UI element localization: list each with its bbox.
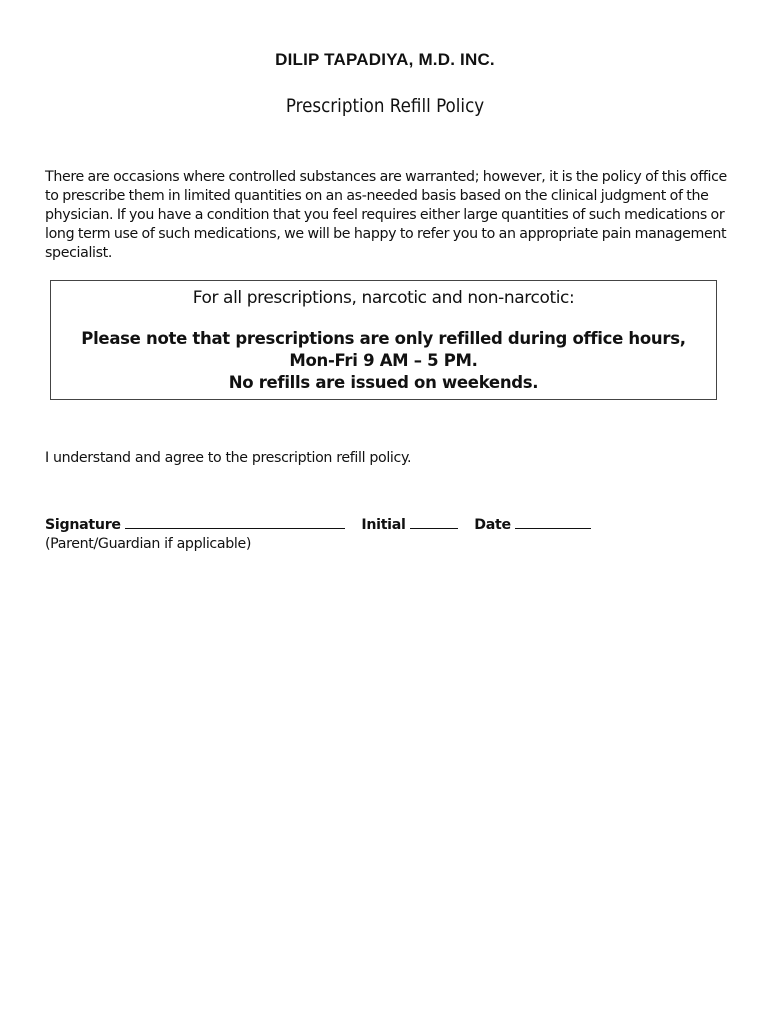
date-label: Date <box>474 517 511 533</box>
signature-line[interactable] <box>125 514 345 529</box>
notice-weekend-text: No refills are issued on weekends. <box>228 373 539 392</box>
signature-field[interactable] <box>45 514 345 533</box>
initial-label: Initial <box>361 517 406 533</box>
notice-heading: For all prescriptions, narcotic and non-narcotic: <box>192 288 575 308</box>
document-title: Prescription Refill Policy <box>285 95 485 117</box>
date-line[interactable] <box>515 514 591 529</box>
initial-field[interactable] <box>361 514 457 533</box>
agreement-statement: I understand and agree to the prescription refill policy. <box>45 450 412 466</box>
notice-hours-text: Please note that prescriptions are only refilled during office hours, Mon-Fri 9 AM – 5 PM. <box>81 329 686 370</box>
signature-label: Signature <box>45 517 121 533</box>
notice-box <box>50 280 717 400</box>
date-field[interactable] <box>474 514 591 533</box>
signature-row <box>45 514 591 533</box>
practice-name: DILIP TAPADIYA, M.D. INC. <box>275 50 495 69</box>
guardian-note: (Parent/Guardian if applicable) <box>45 536 252 552</box>
intro-paragraph: There are occasions where controlled substances are warranted; however, it is the policy of this office to prescribe them in limited quantities on an as-needed basis based on the clinical judgment of the physician. If you have a condition that you feel requires either large quantities of such medications or long term use of such medications, we will be happy to refer you to an appropriate pain management specialist. <box>45 169 727 261</box>
initial-line[interactable] <box>410 514 458 529</box>
